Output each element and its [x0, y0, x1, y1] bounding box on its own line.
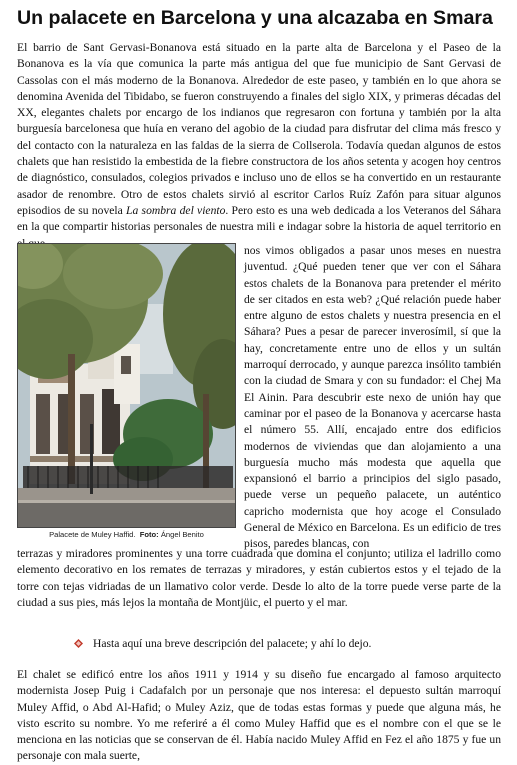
palace-photo	[17, 243, 236, 528]
paragraph-wrap-figure: nos vimos obligados a pasar unos meses en nuestra juventud. ¿Qué pueden tener que ver con el Sáhara estos chalets de la Bonanova para pretender el mérito de ser citados en esta web? ¿Qué relación puede haber entre alguno de estos chalets y nuestra presencia en el Sáhara? Pues a pesar de parecer inverosímil, sí que la hay, concretamente entre uno de ellos y un sultán marroquí derrocado, y aunque parezca insólito también con la ciudad de Smara y con su fundador: el Chej Ma El Ainin. Para descubrir este nexo de unión hay que caminar por el paseo de la Bonanova y acercarse hasta el número 55. Allí, encajado entre dos edificios modernos de viviendas que dan alojamiento a una burguesía mucho más modesta que aquella que expansionó el barrio a principios del siglo pasado, puede verse un pequeño palacete, un auténtico capricho modernista que hoy acoge el Consulado General de México en Barcelona. Es un edificio de tres pisos, paredes blancas, con	[244, 244, 501, 551]
photo-caption	[17, 530, 236, 539]
paragraph-intro-part-a: El barrio de Sant Gervasi-Bonanova está situado en la parte alta de Barcelona y el Paseo de la Bonanova es la vía que comunica la parte más antigua del que fue municipio de Sant Gervasi de Cassolas con el más moderno de la Bonanova. Alrededor de este paseo, y también en lo que ahora se denomina Avenida del Tibidabo, se fueron construyendo a finales del siglo XIX, y primeras décadas del XX, elegantes chalets por encargo de los indianos que regresaron con fortuna y también por la alta burguesía barcelonesa que huía en verano del agobio de la ciudad para disfrutar del clima más fresco y del contacto con la naturaleza en las faldas de la sierra de Collserola. Todavía quedan algunos de estos chalets que han resistido la embestida de la fiebre constructora de los años setenta y acogen hoy centros de diagnóstico, consulados, colegios privados e incluso uno de ellos se ha convertido en un restaurante asador de renombre. Otro de estos chalets sirvió al escritor Carlos Ruíz Zafón para situar algunos episodios de su novela	[17, 41, 501, 217]
paragraph-after-figure: terrazas y miradores prominentes y una torre cuadrada que domina el conjunto; utiliza el ladrillo como elemento decorativo en los remates de terrazas y miradores, y están cubiertos estos y el tejado de la torre con tejas vidriadas de un llamativo color verde. Desde lo alto de la torre puede verse parte de la ciudad a sus pies, más lejos la montaña de Montjüic, el puerto y el mar.	[17, 547, 501, 609]
bullet-note	[74, 636, 494, 652]
palace-photo-image	[18, 244, 236, 528]
caption-text: Palacete de Muley Haffid.	[49, 530, 136, 539]
bullet-text: Hasta aquí una breve descripción del palacete; y ahí lo dejo.	[93, 637, 372, 650]
novel-title: La sombra del viento	[126, 203, 226, 217]
caption-credit: Ángel Benito	[160, 530, 204, 539]
article-title: Un palacete en Barcelona y una alcazaba en Smara	[17, 7, 493, 29]
diamond-bullet-icon	[74, 637, 83, 646]
paragraph-intro-part-b: . Pero esto es una web dedicada a los Veteranos del Sáhara en la que compartir historias personales de nuestra mili e indagar sobre la historia de aquel territorio en	[17, 203, 501, 234]
palace-figure	[17, 243, 236, 545]
caption-credit-label: Foto:	[139, 530, 159, 539]
paragraph-intro	[17, 40, 501, 252]
paragraph-history: El chalet se edificó entre los años 1911 y 1914 y su diseño fue encargado al famoso arquitecto modernista Josep Puig i Cadafalch por un personaje que nos interesa: el depuesto sultán marroquí Muley Affid, o Abd Al-Hafid; o Muley Aziz, que de todas estas formas y puede que alguna más, he visto escrito su nombre. Yo me referiré a él como Muley Haffid que es el nombre con el que se le menciona en las noticias que se conservan de él. Había nacido Muley Affid en Fez el año 1875 y fue un personaje con mala suerte,	[17, 668, 501, 763]
